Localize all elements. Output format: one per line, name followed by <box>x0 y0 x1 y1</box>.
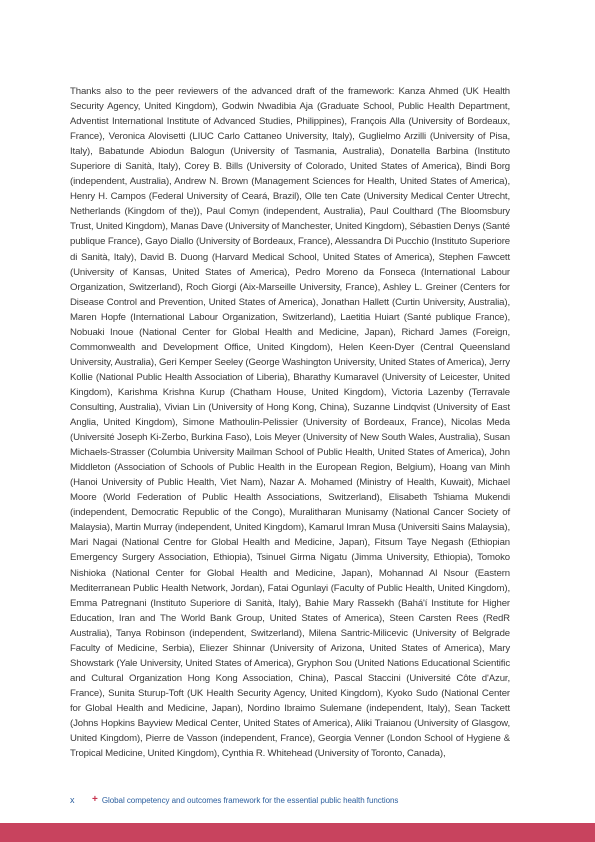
page-footer <box>70 793 398 807</box>
bottom-accent-bar <box>0 823 595 842</box>
acknowledgements-paragraph: Thanks also to the peer reviewers of the advanced draft of the framework: Kanza Ahmed (UK Health Security Agency, United Kingdom), Godwin Nwadibia Aja (Graduate School, Public Health Department, Adventist International Institute of Advanced Studies, Philippines), François Alla (University of Bordeaux, France), Veronica Alovisetti (LIUC Carlo Cattaneo University, Italy), Guglielmo Arzilli (University of Pisa, Italy), Babatunde Abiodun Balogun (University of Tasmania, Australia), Donatella Barbina (Instituto Superiore di Sanità, Italy), Corey B. Bills (University of Colorado, United States of America), Bindi Borg (independent, Australia), Andrew N. Brown (Management Sciences for Health, United States of America), Henry H. Campos (Federal University of Ceará, Brazil), Olle ten Cate (University Medical Center Utrecht, Netherlands (Kingdom of the)), Paul Comyn (independent, Australia), Paul Coulthard (The Bloomsbury Trust, United Kingdom), Manas Dave (University of Manchester, United Kingdom), Sébastien Denys (Santé publique France), Gayo Diallo (University of Bordeaux, France), Alessandra Di Pucchio (Instituto Superiore di Sanità, Italy), David B. Duong (Harvard Medical School, United States of America), Stephen Fawcett (University of Kansas, United States of America), Pedro Moreno da Fonseca (International Labour Organization, Switzerland), Roch Giorgi (Aix-Marseille University, France), Ashley L. Greiner (Centers for Disease Control and Prevention, United States of America), Jonathan Hallett (Curtin University, Australia), Maren Hopfe (International Labour Organization, Switzerland), Laetitia Huiart (Santé publique France), Nobuaki Inoue (National Center for Global Health and Medicine, Japan), Richard James (Foreign, Commonwealth and Development Office, United Kingdom), Helen Keen-Dyer (Central Queensland University, Australia), Geri Kemper Seeley (George Washington University, United States of America), Jerry Kollie (National Public Health Association of Liberia), Bharathy Kumaravel (University of Leicester, United Kingdom), Karishma Krishna Kurup (Chatham House, United Kingdom), Victoria Lazenby (Terravale Consulting, Australia), Vivian Lin (University of Hong Kong, China), Suzanne Lindqvist (University of East Anglia, United Kingdom), Simone Mathoulin-Pelissier (University of Bordeaux, France), Nicolas Meda (Université Joseph Ki-Zerbo, Burkina Faso), Lois Meyer (University of New South Wales, Australia), Susan Michaels-Strasser (Columbia University Mailman School of Public Health, United States of America), John Middleton (Association of Schools of Public Health in the European Region, Belgium), Hoang van Minh (Hanoi University of Public Health, Viet Nam), Nazar A. Mohamed (Ministry of Health, Kuwait), Michael Moore (World Federation of Public Health Associations, Switzerland), Elisabeth Tshiama Mukendi (independent, Democratic Republic of the Congo), Muralitharan Munisamy (National Cancer Society of Malaysia), Martin Murray (independent, United Kingdom), Kamarul Imran Musa (Universiti Sains Malaysia), Mari Nagai (National Centre for Global Health and Medicine, Japan), Fitsum Taye Negash (Ethiopian Emergency Surgery Association, Ethiopia), Tsinuel Girma Nigatu (Jimma University, Ethiopia), Tomoko Nishioka (National Center for Global Health and Medicine, Japan), Mohannad Al Nsour (Eastern Mediterranean Public Health Network, Jordan), Fatai Ogunlayi (Faculty of Public Health, United Kingdom), Emma Patregnani (Instituto Superiore di Sanità, Italy), Bahie Mary Rassekh (Bahá'í Institute for Higher Education, Iran and The World Bank Group, United States of America), Steen Carsten Rees (RedR Australia), Tanya Robinson (independent, Switzerland), Milena Santric-Milicevic (University of Belgrade Faculty of Medicine, Serbia), Eliezer Shinnar (University of Arizona, United States of America), Mary Showstark (Yale University, United States of America), Gryphon Sou (United Nations Educational Scientific and Cultural Organization Hong Kong Association, China), Pascal Staccini (Université Côte d'Azur, France), Sunita Sturup-Toft (UK Health Security Agency, United Kingdom), Kyoko Sudo (National Center for Global Health and Medicine, Japan), Nordino Ibraimo Sulemane (independent, Italy), Sean Tackett (Johns Hopkins Bayview Medical Center, United States of America), Aliki Traianou (University of Glasgow, United Kingdom), Pierre de Vasson (independent, France), Georgia Venner (London School of Hygiene & Tropical Medicine, United Kingdom), Cynthia R. Whitehead (University of Toronto, Canada), <box>70 86 510 760</box>
page-number: x <box>70 795 75 805</box>
cross-icon: + <box>92 794 98 805</box>
footer-title: Global competency and outcomes framework for the essential public health functions <box>101 795 399 805</box>
